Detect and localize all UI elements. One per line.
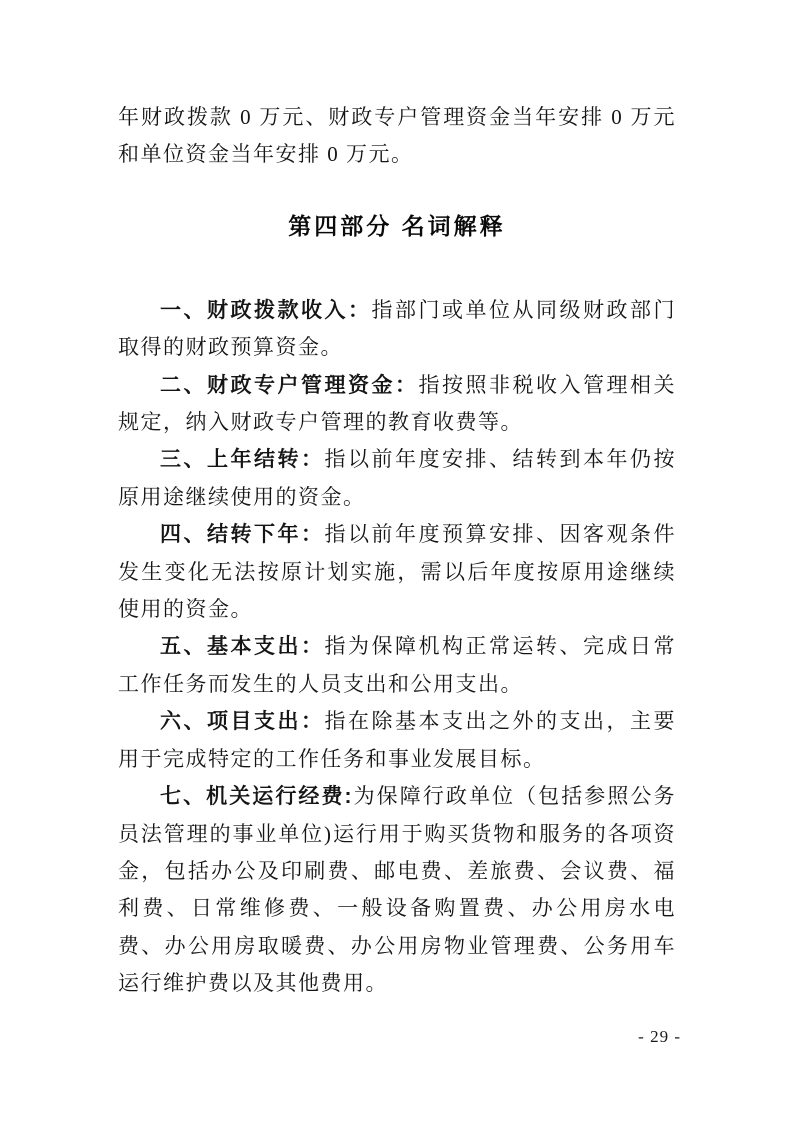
definition-paragraph — [118, 292, 676, 367]
definition-term: 一、财政拨款收入： — [160, 298, 372, 322]
definition-paragraph — [118, 628, 676, 703]
definition-text: 指以前年度安排、结转到本年仍按原用途继续使用的资金。 — [118, 447, 676, 509]
definition-text: 指为保障机构正常运转、完成日常工作任务而发生的人员支出和公用支出。 — [118, 634, 676, 696]
definition-paragraph — [118, 516, 676, 628]
definition-text: 指部门或单位从同级财政部门取得的财政预算资金。 — [118, 297, 676, 360]
definition-text: 指按照非税收入管理相关规定，纳入财政专户管理的教育收费等。 — [118, 372, 676, 435]
definition-paragraph — [118, 441, 676, 516]
page-number: - 29 - — [638, 1027, 681, 1046]
definition-text: 指以前年度预算安排、因客观条件发生变化无法按原计划实施，需以后年度按原用途继续使用的资金。 — [118, 522, 676, 622]
definition-paragraph — [118, 703, 676, 778]
definition-term: 七、机关运行经费: — [160, 785, 354, 809]
definition-term: 二、财政专户管理资金： — [160, 373, 419, 397]
definition-text: 指在除基本支出之外的支出，主要用于完成特定的工作任务和事业发展目标。 — [118, 709, 676, 771]
document-content — [118, 99, 676, 1003]
definition-text: 为保障行政单位（包括参照公务员法管理的事业单位)运行用于购买货物和服务的各项资金，包括办公及印刷费、邮电费、差旅费、会议费、福利费、日常维修费、一般设备购置费、办公用房水电费、办公用房取暖费、办公用房物业管理费、公务用车运行维护费以及其他费用。 — [118, 784, 677, 996]
intro-paragraph: 年财政拨款 0 万元、财政专户管理资金当年安排 0 万元和单位资金当年安排 0 万元。 — [118, 105, 676, 167]
definition-paragraph — [118, 778, 676, 1002]
definition-term: 六、项目支出： — [160, 710, 325, 734]
definition-term: 三、上年结转： — [160, 448, 325, 472]
section-heading: 第四部分 名词解释 — [288, 212, 506, 239]
definition-paragraph — [118, 367, 676, 442]
definition-term: 四、结转下年： — [160, 523, 325, 547]
definition-term: 五、基本支出： — [160, 635, 325, 659]
